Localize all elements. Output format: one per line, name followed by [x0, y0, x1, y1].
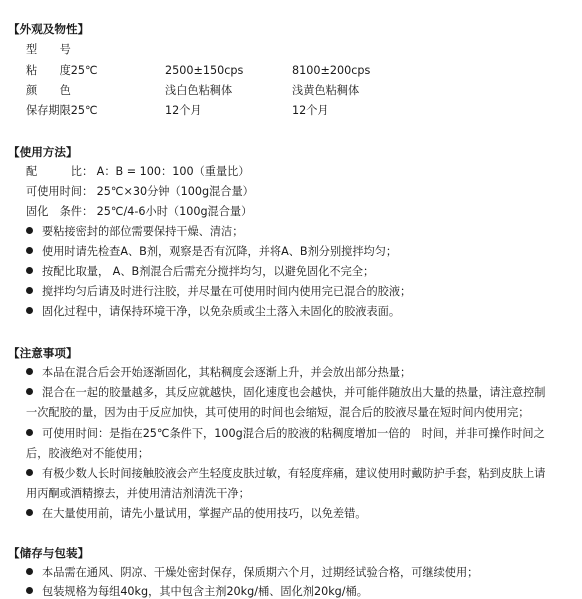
notes-bullet — [26, 467, 545, 481]
notes-continuation: 用丙酮或酒精擦去，并使用清洁剂清洗干净； — [26, 487, 250, 500]
bullet-icon — [26, 509, 33, 516]
storage-bullet-text: 本品需在通风、阴凉、干燥处密封保存，保质期六个月，过期经试验合格，可继续使用； — [42, 566, 479, 579]
bullet-icon — [26, 287, 33, 294]
section-heading-usage: 【使用方法】 — [8, 145, 78, 159]
storage-bullet — [26, 566, 478, 580]
notes-text: 混合在一起的胶量越多，其反应就越快，固化速度也会越快，并可能伴随放出大量的热量，请注意控制 — [42, 386, 546, 399]
usage-bullet — [26, 265, 374, 279]
storage-bullet-text: 包装规格为每组40kg，其中包含主剂20kg/桶、固化剂20kg/桶。 — [42, 585, 368, 598]
notes-continuation: 后，胶液绝对不能使用； — [26, 447, 150, 460]
usage-bullet-text: 固化过程中，请保持环境干净，以免杂质或尘土落入未固化的胶液表面。 — [42, 305, 401, 318]
notes-text: 有极少数人长时间接触胶液会产生轻度皮肤过敏，有轻度痒痛，建议使用时戴防护手套，粘到皮肤上请 — [42, 467, 546, 480]
property-label: 保存期限25℃ — [26, 104, 98, 117]
notes-text: 可使用时间：是指在25℃条件下，100g混合后的胶液的粘稠度增加一倍的 时间，并非可操作时间之 — [42, 427, 545, 440]
notes-continuation: 一次配胶的量，因为由于反应加快，其可使用的时间也会缩短，混合后的胶液尽量在短时间内使用完； — [26, 406, 530, 419]
notes-text: 本品在混合后会开始逐渐固化，其粘稠度会逐渐上升，并会放出部分热量； — [42, 366, 412, 379]
property-value-b: 8100±200cps — [292, 64, 371, 77]
notes-bullet — [26, 507, 366, 521]
bullet-icon — [26, 587, 33, 594]
notes-text: 在大量使用前，请先小量试用，掌握产品的使用技巧，以免差错。 — [42, 507, 367, 520]
bullet-icon — [26, 388, 33, 395]
usage-bullet — [26, 305, 400, 319]
usage-bullet — [26, 285, 411, 299]
section-heading-appearance: 【外观及物性】 — [8, 22, 90, 36]
usage-bullet-text: 要粘接密封的部位需要保持干燥、清洁； — [42, 225, 244, 238]
usage-param-cure: 固化 条件： 25℃/4-6小时（100g混合量） — [26, 205, 253, 218]
property-label: 型 号 — [26, 43, 71, 56]
property-value-a: 12个月 — [165, 104, 202, 117]
bullet-icon — [26, 307, 33, 314]
usage-bullet — [26, 245, 397, 259]
bullet-icon — [26, 368, 33, 375]
bullet-icon — [26, 247, 33, 254]
section-heading-notes: 【注意事项】 — [8, 346, 78, 360]
bullet-icon — [26, 267, 33, 274]
notes-bullet — [26, 386, 545, 400]
property-value-b: 浅黄色粘稠体 — [292, 84, 360, 97]
usage-bullet-text: 按配比取量， A、B剂混合后需充分搅拌均匀，以避免固化不完全； — [42, 265, 375, 278]
usage-bullet — [26, 225, 243, 239]
notes-bullet — [26, 427, 545, 441]
property-value-a: 浅白色粘稠体 — [165, 84, 233, 97]
storage-bullet — [26, 585, 368, 599]
bullet-icon — [26, 227, 33, 234]
property-value-b: 12个月 — [292, 104, 329, 117]
property-label: 粘 度25℃ — [26, 64, 98, 77]
property-value-a: 2500±150cps — [165, 64, 244, 77]
notes-bullet — [26, 366, 411, 380]
bullet-icon — [26, 568, 33, 575]
section-heading-storage: 【储存与包装】 — [8, 546, 90, 560]
usage-bullet-text: 使用时请先检查A、B剂，观察是否有沉降，并将A、B剂分别搅拌均匀； — [42, 245, 398, 258]
bullet-icon — [26, 469, 33, 476]
property-label: 颜 色 — [26, 84, 71, 97]
bullet-icon — [26, 429, 33, 436]
usage-param-pot-life: 可使用时间： 25℃×30分钟（100g混合量） — [26, 185, 254, 198]
usage-param-ratio: 配 比： A：B = 100：100（重量比） — [26, 165, 250, 178]
usage-bullet-text: 搅拌均匀后请及时进行注胶，并尽量在可使用时间内使用完已混合的胶液； — [42, 285, 412, 298]
